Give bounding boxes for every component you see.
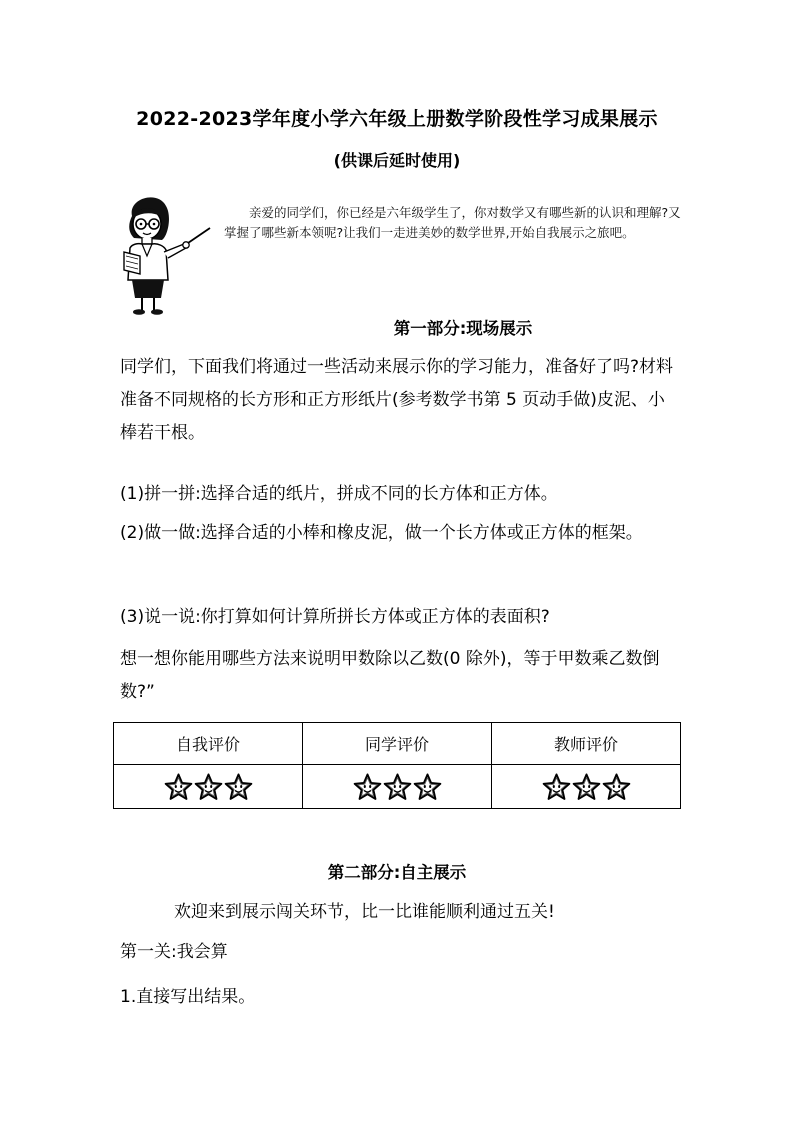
smiling-star-icon — [542, 773, 571, 801]
activity-item-2: (2)做一做:选择合适的小棒和橡皮泥，做一个长方体或正方体的框架。 — [120, 523, 643, 543]
smiling-star-icon — [413, 773, 442, 801]
evaluation-table — [113, 722, 681, 809]
part2-heading: 第二部分:自主展示 — [327, 863, 467, 882]
activity-item-4: 想一想你能用哪些方法来说明甲数除以乙数(0 除外)，等于甲数乘乙数倒数?” — [120, 649, 660, 702]
self-evaluation-stars — [114, 765, 303, 809]
evaluation-header-row — [114, 723, 681, 765]
intro-text: 亲爱的同学们，你已经是六年级学生了，你对数学又有哪些新的认识和理解?又掌握了哪些新本领呢?让我们一走进美妙的数学世界,开始自我展示之旅吧。 — [224, 205, 681, 240]
star-rating[interactable] — [542, 773, 631, 801]
level-one-title: 第一关:我会算 — [120, 942, 228, 962]
teacher-illustration — [114, 192, 214, 316]
self-evaluation-header: 自我评价 — [114, 723, 303, 765]
teacher-evaluation-header: 教师评价 — [492, 723, 681, 765]
peer-evaluation-stars — [303, 765, 492, 809]
smiling-star-icon — [224, 773, 253, 801]
star-rating[interactable] — [353, 773, 442, 801]
smiling-star-icon — [164, 773, 193, 801]
peer-evaluation-header: 同学评价 — [303, 723, 492, 765]
evaluation-star-row — [114, 765, 681, 809]
welcome-text: 欢迎来到展示闯关环节，比一比谁能顺利通过五关! — [174, 902, 555, 922]
activity-item-3: (3)说一说:你打算如何计算所拼长方体或正方体的表面积? — [120, 607, 550, 627]
smiling-star-icon — [602, 773, 631, 801]
part1-heading: 第一部分:现场展示 — [393, 319, 533, 338]
activity-item-1: (1)拼一拼:选择合适的纸片，拼成不同的长方体和正方体。 — [120, 484, 558, 504]
star-rating[interactable] — [164, 773, 253, 801]
teacher-evaluation-stars — [492, 765, 681, 809]
smiling-star-icon — [194, 773, 223, 801]
smiling-star-icon — [572, 773, 601, 801]
smiling-star-icon — [353, 773, 382, 801]
part1-paragraph: 同学们，下面我们将通过一些活动来展示你的学习能力，准备好了吗?材料准备不同规格的长方形和正方形纸片(参考数学书第 5 页动手做)皮泥、小棒若干根。 — [120, 357, 674, 443]
smiling-star-icon — [383, 773, 412, 801]
document-title: 2022-2023学年度小学六年级上册数学阶段性学习成果展示 — [136, 108, 658, 130]
intro-message — [224, 203, 682, 243]
document-subtitle: (供课后延时使用) — [333, 151, 461, 170]
task-one-instruction: 1.直接写出结果。 — [120, 987, 256, 1007]
